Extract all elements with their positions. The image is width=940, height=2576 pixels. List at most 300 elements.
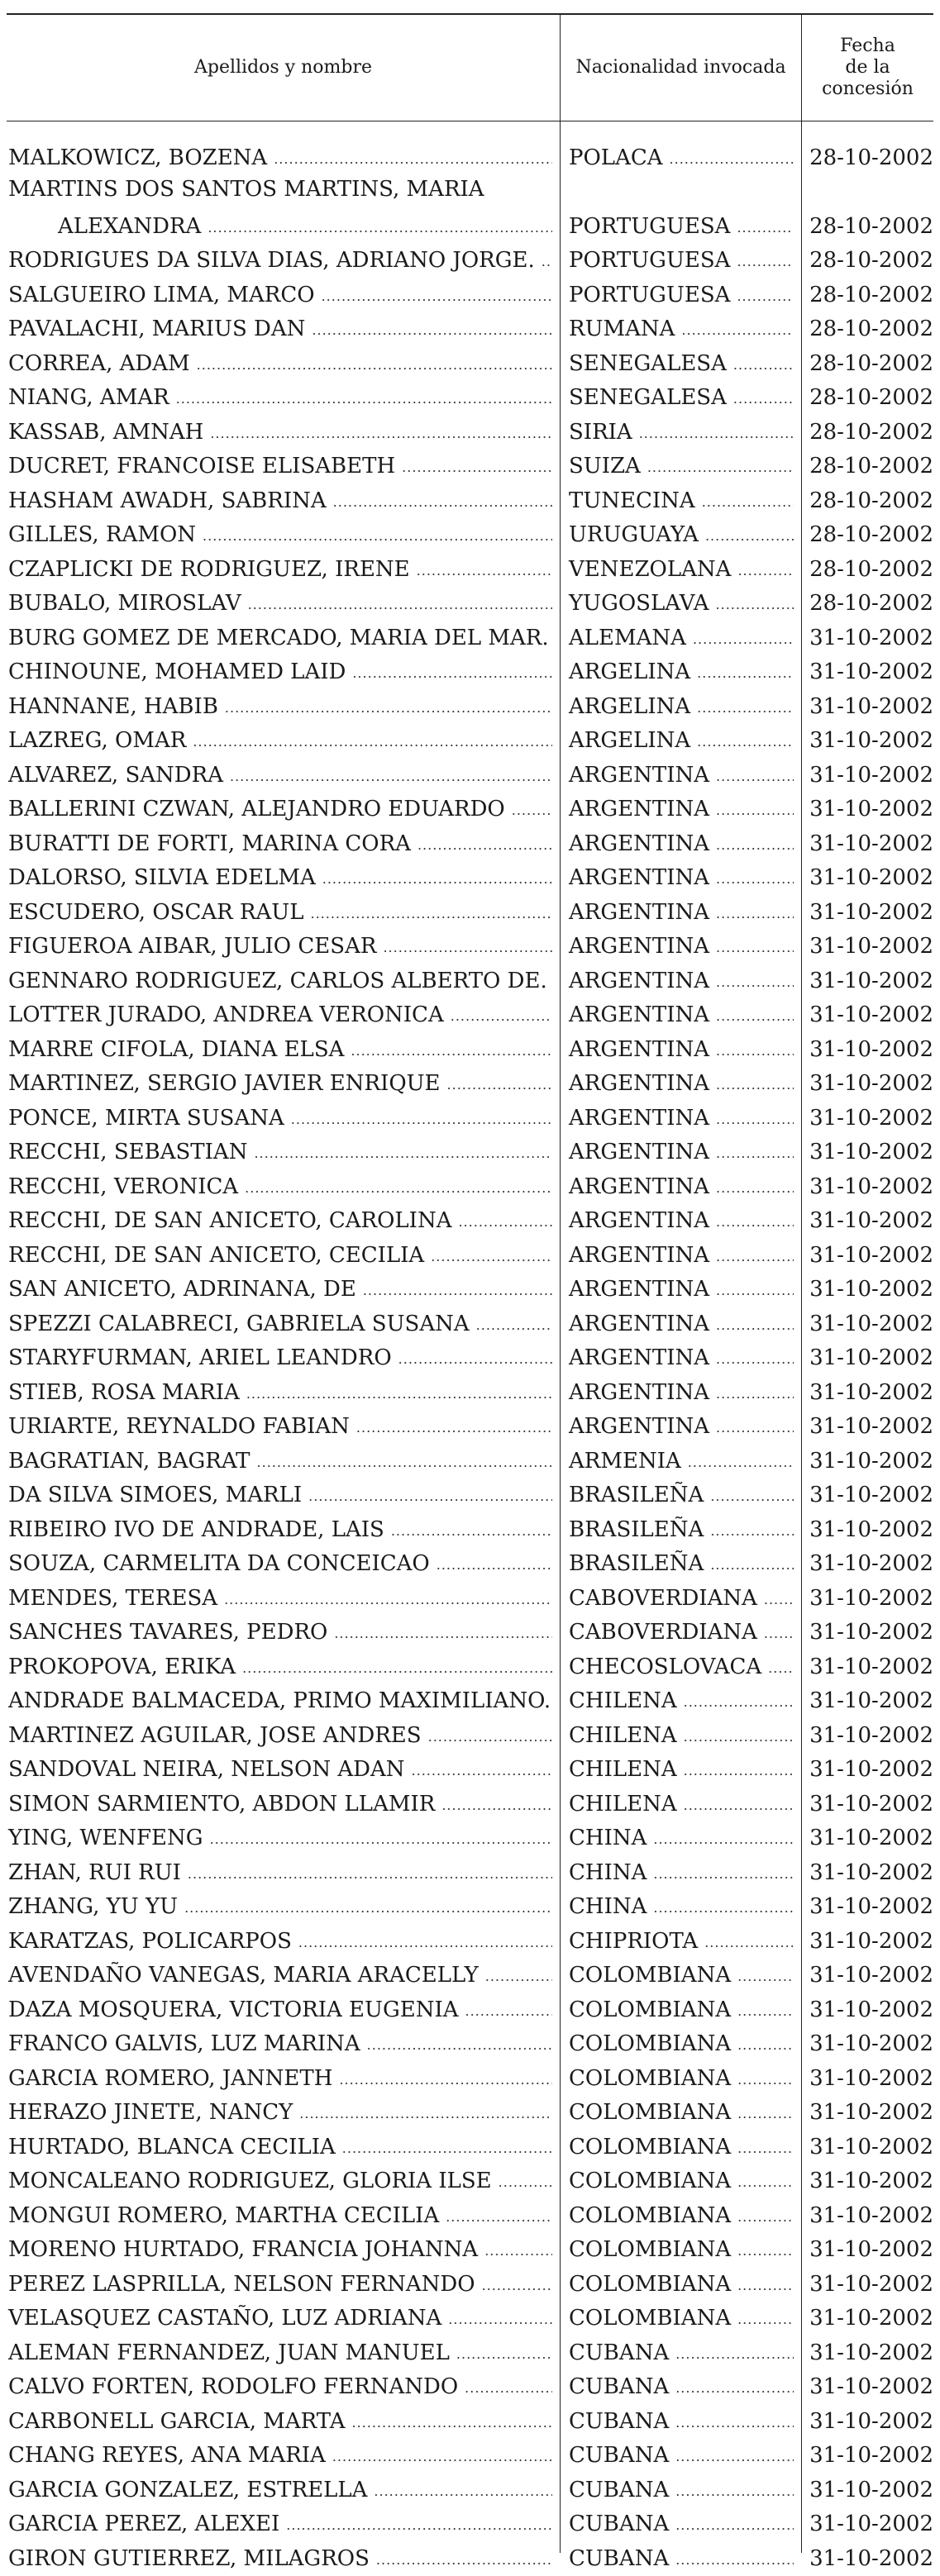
date-text: 31-10-2002 [809,1002,933,1027]
table-row [7,312,933,347]
date-cell [802,1444,933,1478]
leader-dots [675,2449,794,2468]
leader-dots [702,494,794,513]
nationality-cell [561,175,802,244]
nationality-text: YUGOSLAVA [569,591,709,616]
table-row [7,2164,933,2199]
table-row [7,346,933,381]
leader-dots [716,940,794,959]
nationality-cell [561,2336,802,2370]
header-name-label: Apellidos y nombre [193,57,373,78]
nationality-cell [561,1273,802,1307]
name-text: RECCHI, DE SAN ANICETO, CAROLINA [8,1208,452,1233]
nationality-cell [561,998,802,1033]
leader-dots [441,1797,552,1817]
nationality-cell [561,244,802,279]
date-cell [802,2233,933,2268]
leader-dots [716,1386,794,1405]
nationality-cell [561,2198,802,2233]
name-text: BURATTI DE FORTI, MARINA CORA [8,831,411,856]
name-cell [7,1650,561,1684]
date-cell [802,1787,933,1821]
name-cell [7,2096,561,2131]
date-text: 31-10-2002 [809,2271,933,2297]
leader-dots [334,1626,552,1645]
date-cell [802,381,933,416]
table-row [7,1787,933,1821]
date-text: 28-10-2002 [809,556,933,582]
nationality-text: COLOMBIANA [569,1997,732,2022]
table-row [7,381,933,416]
leader-dots [402,459,552,479]
date-cell [802,1238,933,1273]
nationality-text: CABOVERDIANA [569,1620,757,1645]
name-cell [7,930,561,964]
leader-dots [737,2174,794,2193]
date-cell [802,2267,933,2302]
name-cell [7,2267,561,2302]
name-text: DALORSO, SILVIA EDELMA [8,865,316,890]
name-text: PAVALACHI, MARIUS DAN [8,317,306,341]
nationality-cell [561,1718,802,1753]
name-text: SALGUEIRO LIMA, MARCO [8,282,315,307]
date-cell [802,1753,933,1788]
date-cell [802,346,933,381]
nationality-cell [561,1512,802,1547]
leader-dots [670,151,794,170]
name-text: MONGUI ROMERO, MARTHA CECILIA [8,2202,440,2228]
leader-dots [647,459,794,479]
name-cell [7,1273,561,1307]
leader-dots [675,2552,794,2571]
name-cell [7,278,561,312]
leader-dots [458,1214,552,1233]
nationality-text: ARGENTINA [569,899,709,925]
date-text: 31-10-2002 [809,1928,933,1954]
date-cell [802,689,933,724]
leader-dots [697,734,794,753]
nationality-cell [561,346,802,381]
date-text: 31-10-2002 [809,2545,933,2571]
date-text: 31-10-2002 [809,865,933,890]
nationality-cell [561,2130,802,2164]
date-text: 31-10-2002 [809,1277,933,1302]
nationality-text: ARGENTINA [569,1311,709,1336]
nationality-text: CUBANA [569,2477,670,2502]
leader-dots [737,2106,794,2125]
leader-dots [447,1077,552,1096]
name-text: BURG GOMEZ DE MERCADO, MARIA DEL MAR. [8,625,549,650]
date-text: 31-10-2002 [809,2477,933,2502]
nationality-cell [561,278,802,312]
leader-dots [704,1935,794,1954]
name-cell [7,826,561,861]
name-cell [7,2061,561,2096]
nationality-cell [561,1341,802,1376]
name-cell [7,1787,561,1821]
date-cell [802,1959,933,1993]
date-text: 31-10-2002 [809,1688,933,1713]
date-cell [802,1684,933,1719]
date-text: 31-10-2002 [809,2512,933,2536]
date-cell [802,1890,933,1925]
nationality-text: COLOMBIANA [569,2237,732,2262]
date-text: 31-10-2002 [809,1997,933,2022]
name-text: MARTINEZ AGUILAR, JOSE ANDRES [8,1722,422,1748]
leader-dots [737,2278,794,2297]
name-cell [7,450,561,484]
table-row [7,1238,933,1273]
nationality-text: CUBANA [569,2512,670,2536]
nationality-cell [561,2541,802,2576]
date-text: 28-10-2002 [809,419,933,445]
leader-dots [716,1283,794,1302]
date-cell [802,1512,933,1547]
date-text: 31-10-2002 [809,1757,933,1782]
name-cell [7,1032,561,1067]
leader-dots [342,2140,552,2159]
name-text: CZAPLICKI DE RODRIGUEZ, IRENE [8,556,410,582]
nationality-text: ARGENTINA [569,797,709,821]
date-text: 31-10-2002 [809,1174,933,1199]
nationality-cell [561,140,802,175]
name-cell [7,1959,561,1993]
nationality-cell [561,1238,802,1273]
date-cell [802,1855,933,1890]
date-cell [802,1032,933,1067]
name-cell [7,1307,561,1341]
nationality-text: URUGUAYA [569,522,699,547]
leader-dots [716,1043,794,1062]
name-text: CARBONELL GARCIA, MARTA [8,2408,346,2434]
date-cell [802,2336,933,2370]
table-row [7,1547,933,1582]
date-cell [802,2507,933,2542]
nationality-cell [561,621,802,655]
table-row [7,1101,933,1136]
nationality-text: ARGENTINA [569,1174,709,1199]
leader-dots [417,563,552,582]
name-text: MORENO HURTADO, FRANCIA JOHANNA [8,2237,479,2262]
name-cell [7,964,561,998]
date-cell [802,1650,933,1684]
date-text: 31-10-2002 [809,2408,933,2434]
leader-dots [351,2415,552,2434]
leader-dots [675,2380,794,2399]
date-text: 31-10-2002 [809,1345,933,1370]
leader-dots [764,1592,794,1611]
table-row [7,793,933,827]
table-row [7,278,933,312]
name-cell [7,2130,561,2164]
date-cell [802,2370,933,2405]
name-text: ZHANG, YU YU [8,1894,179,1919]
leader-dots [733,357,794,376]
nationality-cell [561,2302,802,2336]
leader-dots [716,1145,794,1164]
table-row [7,2233,933,2268]
leader-dots [210,426,552,445]
name-cell [7,2473,561,2507]
leader-dots [693,631,794,650]
leader-dots [299,2106,552,2125]
table-row [7,1032,933,1067]
table-row [7,2198,933,2233]
nationality-text: CHECOSLOVACA [569,1654,762,1679]
leader-dots [367,2037,552,2056]
nationality-text: RUMANA [569,317,675,341]
date-text: 31-10-2002 [809,1483,933,1507]
date-cell [802,1169,933,1204]
name-cell [7,1067,561,1102]
table-row [7,689,933,724]
table-row [7,1444,933,1478]
table-row [7,1855,933,1890]
leader-dots [716,1214,794,1233]
date-text: 31-10-2002 [809,2134,933,2159]
table-row [7,1273,933,1307]
leader-dots [716,802,794,821]
date-text: 31-10-2002 [809,1105,933,1131]
date-text: 31-10-2002 [809,2306,933,2331]
nationality-text: COLOMBIANA [569,2100,732,2125]
leader-dots [737,2209,794,2228]
name-cell [7,1684,561,1719]
header-date-line3: concesión [822,79,914,99]
leader-dots [639,426,794,445]
date-cell [802,724,933,759]
nationality-cell [561,1307,802,1341]
name-cell [7,381,561,416]
leader-dots [176,391,552,410]
table-row [7,2541,933,2576]
date-cell [802,244,933,279]
date-text: 28-10-2002 [809,522,933,547]
table-row [7,1821,933,1856]
nationality-cell [561,930,802,964]
table-row [7,483,933,518]
nationality-text: ARGELINA [569,693,691,719]
name-cell [7,2164,561,2199]
date-cell [802,1375,933,1410]
leader-dots [418,837,552,856]
name-cell [7,1169,561,1204]
leader-dots [716,1351,794,1370]
date-text: 31-10-2002 [809,1551,933,1576]
leader-dots [451,1008,552,1027]
table-row [7,1684,933,1719]
date-text: 31-10-2002 [809,762,933,788]
nationality-cell [561,964,802,998]
date-text: 31-10-2002 [809,1242,933,1268]
nationality-cell [561,1204,802,1239]
table-row [7,2130,933,2164]
name-cell [7,518,561,553]
name-cell [7,895,561,930]
nationality-text: ARGENTINA [569,1105,709,1131]
date-text: 31-10-2002 [809,1517,933,1542]
nationality-cell [561,415,802,450]
date-cell [802,1136,933,1170]
name-text: PONCE, MIRTA SUSANA [8,1105,284,1131]
name-text: GENNARO RODRIGUEZ, CARLOS ALBERTO DE. [8,968,547,993]
nationality-cell [561,450,802,484]
name-cell [7,758,561,793]
nationality-text: CUBANA [569,2443,670,2468]
nationality-cell [561,1444,802,1478]
leader-dots [688,1455,794,1474]
nationality-text: ARGENTINA [569,831,709,856]
nationality-cell [561,312,802,347]
date-text: 31-10-2002 [809,831,933,856]
leader-dots [391,1523,552,1542]
nationality-cell [561,655,802,690]
name-text: KARATZAS, POLICARPOS [8,1928,292,1954]
name-text: GARCIA GONZALEZ, ESTRELLA [8,2477,368,2502]
header-date-line2: de la [845,57,890,78]
table-row [7,2507,933,2542]
nationality-text: CHILENA [569,1688,677,1713]
date-cell [802,1547,933,1582]
leader-dots [716,1249,794,1268]
name-text: FRANCO GALVIS, LUZ MARINA [8,2031,360,2056]
date-text: 31-10-2002 [809,1140,933,1164]
nationality-text: COLOMBIANA [569,2169,732,2193]
nationality-cell [561,1890,802,1925]
name-text: MARTINEZ, SERGIO JAVIER ENRIQUE [8,1071,441,1096]
date-text: 31-10-2002 [809,2202,933,2228]
table-row [7,1204,933,1239]
name-cell [7,140,561,175]
name-text: ESCUDERO, OSCAR RAUL [8,899,304,925]
leader-dots [684,1797,794,1817]
nationality-text: CUBANA [569,2340,670,2365]
date-text: 31-10-2002 [809,1585,933,1611]
date-text: 31-10-2002 [809,2374,933,2399]
nationality-text: CHIPRIOTA [569,1928,699,1954]
leader-dots [716,1420,794,1439]
leader-dots [356,1420,552,1439]
date-cell [802,621,933,655]
leader-dots [716,1317,794,1336]
name-cell [7,1855,561,1890]
name-text: STIEB, ROSA MARIA [8,1379,240,1405]
date-cell [802,2061,933,2096]
name-text: SANDOVAL NEIRA, NELSON ADAN [8,1757,405,1782]
table-row [7,1890,933,1925]
name-cell [7,621,561,655]
nationality-text: ARGENTINA [569,934,709,959]
leader-dots [291,1112,552,1131]
table-row [7,2473,933,2507]
leader-dots [446,2209,552,2228]
date-text: 31-10-2002 [809,1722,933,1748]
table-row [7,1136,933,1170]
name-cell [7,2302,561,2336]
date-text: 31-10-2002 [809,1208,933,1233]
nationality-text: ARGENTINA [569,1002,709,1027]
table-row [7,861,933,896]
leader-dots [737,563,794,582]
name-cell [7,1512,561,1547]
leader-dots [333,494,552,513]
leader-dots [653,1866,794,1885]
name-cell [7,2233,561,2268]
name-text: AVENDAÑO VANEGAS, MARIA ARACELLY [8,1963,479,1988]
name-cell [7,1478,561,1513]
date-cell [802,1478,933,1513]
nationality-cell [561,793,802,827]
leader-dots [737,2140,794,2159]
table-row [7,964,933,998]
nationality-cell [561,2439,802,2474]
nationality-cell [561,1684,802,1719]
name-text: SANCHES TAVARES, PEDRO [8,1620,328,1645]
name-cell [7,1136,561,1170]
date-cell [802,175,933,244]
leader-dots [716,1077,794,1096]
date-text: 31-10-2002 [809,2169,933,2193]
date-cell [802,1410,933,1445]
table-row [7,2096,933,2131]
date-text: 28-10-2002 [809,282,933,307]
leader-dots [542,254,552,273]
date-text: 31-10-2002 [809,728,933,753]
date-cell [802,1341,933,1376]
leader-dots [697,700,794,719]
leader-dots [428,1729,552,1748]
nationality-text: TUNECINA [569,488,695,513]
date-text: 28-10-2002 [809,454,933,479]
leader-dots [716,1112,794,1131]
leader-dots [476,1317,552,1336]
name-cell [7,346,561,381]
nationality-text: CHILENA [569,1722,677,1748]
name-text: ALEMAN FERNANDEZ, JUAN MANUEL [8,2340,450,2365]
leader-dots [737,2312,794,2331]
date-text: 31-10-2002 [809,1414,933,1439]
nationality-cell [561,1581,802,1616]
date-text: 31-10-2002 [809,1448,933,1474]
nationality-cell [561,758,802,793]
leader-dots [363,1283,552,1302]
leader-dots [710,1557,794,1576]
leader-dots [653,1831,794,1850]
name-text: GIRON GUTIERREZ, MILAGROS [8,2545,370,2571]
leader-dots [716,597,794,616]
leader-dots [684,1694,794,1713]
name-text: PROKOPOVA, ERIKA [8,1654,236,1679]
leader-dots [705,528,794,547]
name-cell [7,1718,561,1753]
name-cell [7,1924,561,1959]
date-cell [802,793,933,827]
nationality-cell [561,2404,802,2439]
name-text: HERAZO JINETE, NANCY [8,2100,293,2125]
name-text: ZHAN, RUI RUI [8,1859,181,1885]
date-text: 31-10-2002 [809,2237,933,2262]
nationality-cell [561,1787,802,1821]
name-text: MENDES, TERESA [8,1585,218,1611]
leader-dots [737,220,794,239]
name-text: MALKOWICZ, BOZENA [8,145,268,170]
nationality-cell [561,861,802,896]
table-row [7,2302,933,2336]
name-text: MONCALEANO RODRIGUEZ, GLORIA ILSE [8,2169,492,2193]
nationality-text: COLOMBIANA [569,2202,732,2228]
nationality-text: ARGENTINA [569,1414,709,1439]
name-text: ALVAREZ, SANDRA [8,762,223,788]
